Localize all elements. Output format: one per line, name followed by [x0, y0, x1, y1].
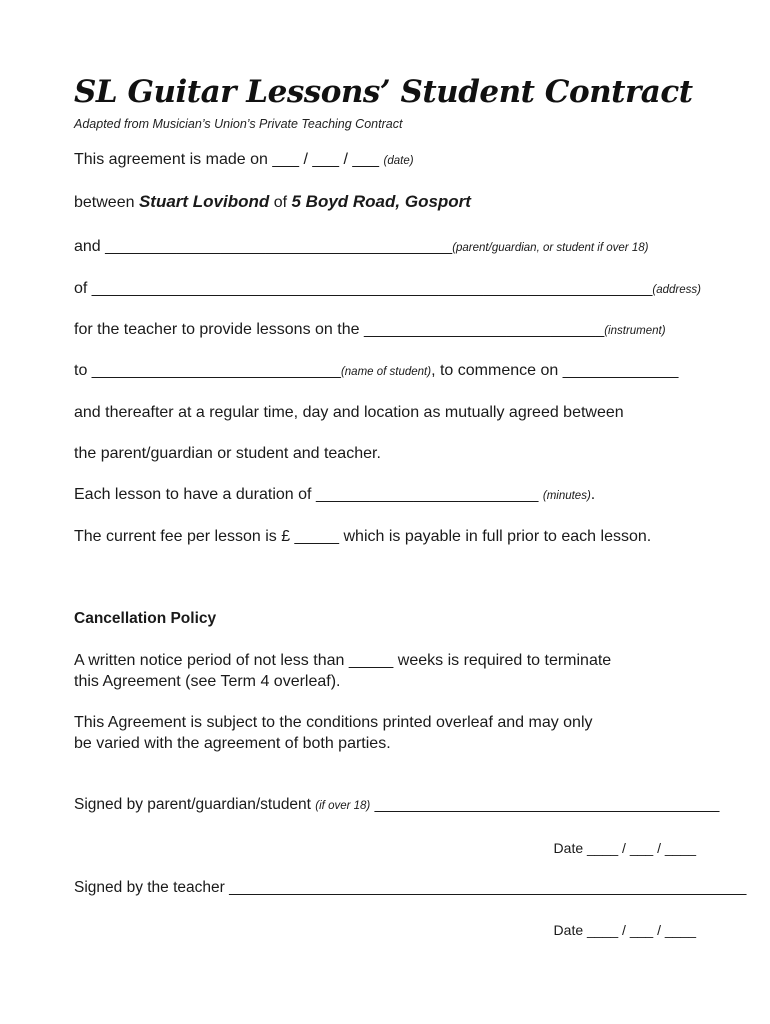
and-line-note: (parent/guardian, or student if over 18)	[452, 242, 649, 254]
cancellation-heading: Cancellation Policy	[74, 610, 217, 627]
fee-line: The current fee per lesson is £ _____ which is payable in full prior to each lesson.	[74, 528, 652, 545]
thereafter-line: and thereafter at a regular time, day and location as mutually agreed between	[74, 404, 624, 421]
and-line	[74, 237, 648, 258]
duration-line-text: Each lesson to have a duration of _________________________	[74, 486, 539, 503]
signed-parent-line	[74, 795, 719, 816]
between-line	[74, 192, 471, 213]
instrument-line	[74, 320, 666, 341]
agreement-date-line	[74, 150, 414, 171]
contract-title: SL Guitar Lessons’ Student Contract	[74, 74, 693, 110]
between-prefix: between	[74, 194, 139, 211]
student-line-note: (name of student)	[340, 366, 432, 378]
signed-parent-note: (if over 18)	[315, 800, 371, 812]
date-line-teacher: Date ____ / ___ / ____	[553, 922, 696, 938]
between-middle: of	[269, 194, 292, 211]
notice-line-2: this Agreement (see Term 4 overleaf).	[74, 673, 341, 690]
teacher-name: Stuart Lovibond	[138, 192, 270, 211]
notice-line-1: A written notice period of not less than _____ weeks is required to terminate	[74, 652, 612, 669]
conditions-line-1: This Agreement is subject to the conditions printed overleaf and may only	[74, 714, 593, 731]
and-line-text: and _______________________________________	[74, 238, 453, 255]
parent-line: the parent/guardian or student and teacher.	[74, 445, 381, 462]
teacher-address: 5 Boyd Road, Gosport	[291, 192, 471, 211]
student-line-prefix: to ____________________________	[74, 362, 341, 379]
address-line	[74, 279, 701, 300]
contract-subtitle: Adapted from Musician’s Union’s Private Teaching Contract	[74, 117, 403, 131]
instrument-line-text: for the teacher to provide lessons on the ___________________________	[74, 321, 605, 338]
instrument-line-note: (instrument)	[604, 325, 666, 337]
student-line	[74, 361, 678, 382]
signed-parent-blank: ________________________________________	[374, 796, 720, 813]
conditions-line-2: be varied with the agreement of both parties.	[74, 735, 391, 752]
student-line-suffix: , to commence on _____________	[431, 362, 679, 379]
duration-line-suffix: .	[590, 486, 596, 503]
agreement-date-text: This agreement is made on ___ / ___ / ___	[74, 151, 380, 168]
signed-parent-text: Signed by parent/guardian/student	[74, 796, 311, 813]
duration-line	[74, 485, 595, 506]
address-line-note: (address)	[652, 284, 701, 296]
agreement-date-note: (date)	[383, 155, 414, 167]
address-line-text: of _______________________________________________________________	[74, 280, 653, 297]
duration-line-note: (minutes)	[542, 490, 591, 502]
signed-teacher-line: Signed by the teacher ____________________________________________________________	[74, 879, 747, 896]
date-line-parent: Date ____ / ___ / ____	[553, 840, 696, 856]
